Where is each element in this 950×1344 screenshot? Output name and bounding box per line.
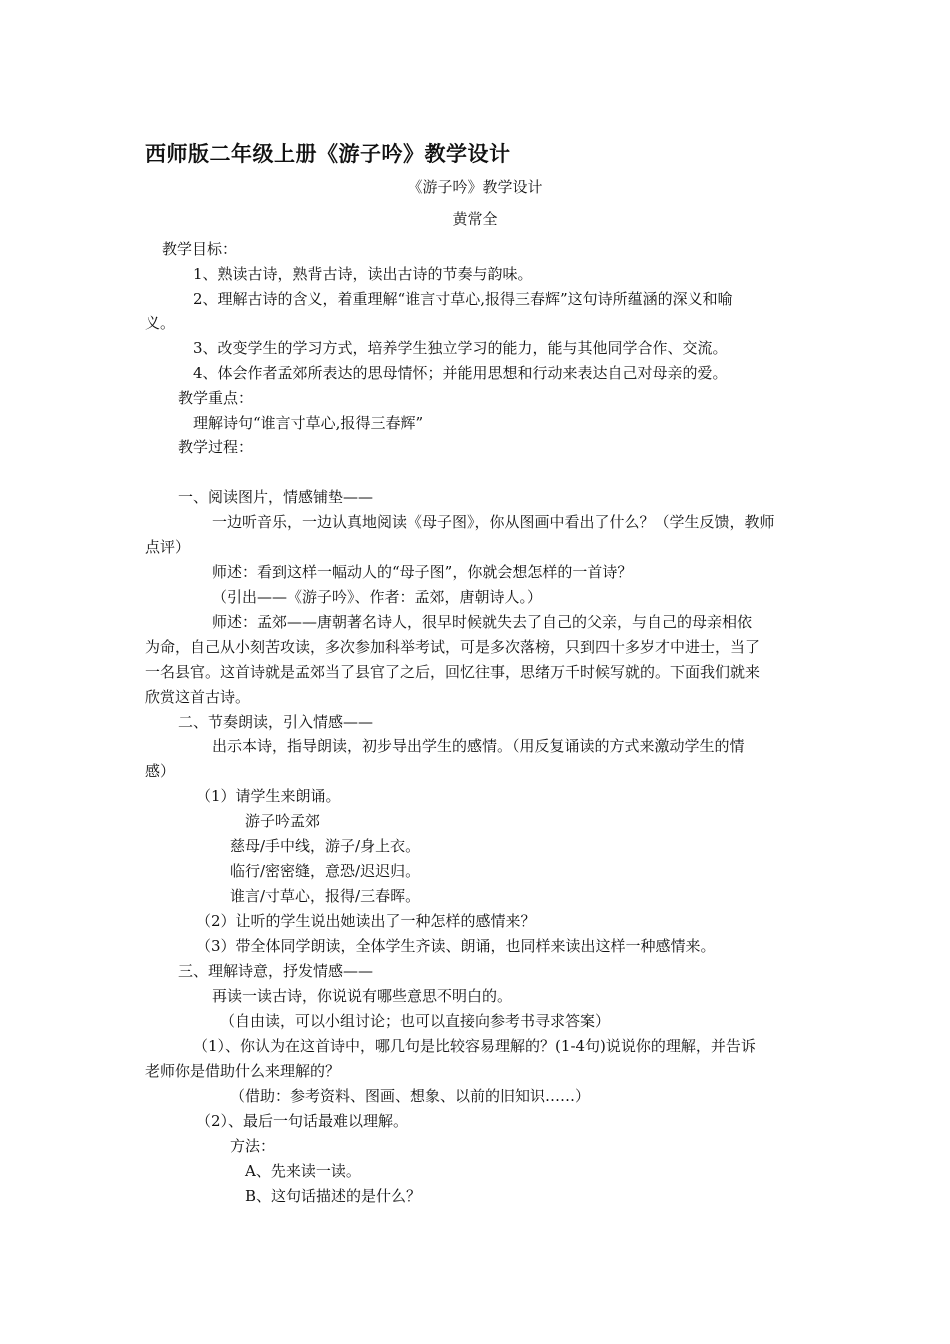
section-heading-process: 教学过程：	[178, 438, 254, 456]
paragraph-line: 老师你是借助什么来理解的？	[145, 1062, 341, 1080]
paragraph-line: B、这句话描述的是什么？	[245, 1187, 422, 1205]
paragraph-line: （1）请学生来朗诵。	[196, 787, 341, 805]
paragraph-line: 义。	[145, 314, 176, 332]
paragraph-line: 师述：看到这样一幅动人的“母子图”，你就会想怎样的一首诗？	[212, 563, 633, 581]
paragraph-line: 一边听音乐，一边认真地阅读《母子图》，你从图画中看出了什么？（学生反馈，教师	[212, 513, 775, 531]
paragraph-line: 欣赏这首古诗。	[145, 688, 251, 706]
paragraph-line: （引出——《游子吟》、作者：孟郊，唐朝诗人。）	[212, 588, 543, 606]
paragraph-line: 感）	[145, 762, 176, 780]
paragraph-line: （2）让听的学生说出她读出了一种怎样的感情来？	[196, 912, 536, 930]
paragraph-line: 再读一读古诗，你说说有哪些意思不明白的。	[212, 987, 513, 1005]
paragraph-line: 方法：	[230, 1137, 276, 1155]
paragraph-line: 3、改变学生的学习方式，培养学生独立学习的能力，能与其他同学合作、交流。	[193, 339, 728, 357]
paragraph-line: 为命，自己从小刻苦攻读，多次参加科举考试，可是多次落榜，只到四十多岁才中进士，当了	[145, 638, 761, 656]
poem-line: 谁言/寸草心，报得/三春晖。	[230, 887, 421, 905]
paragraph-line: （借助：参考资料、图画、想象、以前的旧知识……）	[230, 1087, 591, 1105]
paragraph-line: 理解诗句“谁言寸草心,报得三春辉”	[193, 414, 424, 432]
document-subtitle: 《游子吟》教学设计	[407, 178, 543, 196]
poem-line: 临行/密密缝，意恐/迟迟归。	[230, 862, 421, 880]
section-heading-1: 一、阅读图片，情感铺垫——	[178, 488, 374, 506]
document-title: 西师版二年级上册《游子吟》教学设计	[145, 142, 511, 166]
section-heading-focus: 教学重点：	[178, 389, 254, 407]
paragraph-line: 一名县官。这首诗就是孟郊当了县官了之后，回忆往事，思绪万千时候写就的。下面我们就来	[145, 663, 761, 681]
paragraph-line: 1、熟读古诗，熟背古诗，读出古诗的节奏与韵味。	[193, 265, 533, 283]
paragraph-line: 出示本诗，指导朗读，初步导出学生的感情。（用反复诵读的方式来激动学生的情	[212, 737, 745, 755]
section-heading-objectives: 教学目标：	[162, 240, 238, 258]
poem-line: 慈母/手中线，游子/身上衣。	[230, 837, 421, 855]
section-heading-2: 二、节奏朗读，引入情感——	[178, 713, 374, 731]
paragraph-line: 师述：孟郊——唐朝著名诗人，很早时候就失去了自己的父亲，与自己的母亲相依	[212, 613, 753, 631]
author-name: 黄常全	[452, 210, 498, 228]
paragraph-line: （3）带全体同学朗读，全体学生齐读、朗诵，也同样来读出这样一种感情来。	[196, 937, 716, 955]
paragraph-line: A、先来读一读。	[245, 1162, 361, 1180]
section-heading-3: 三、理解诗意，抒发情感——	[178, 962, 374, 980]
paragraph-line: 点评）	[145, 538, 191, 556]
poem-title: 游子吟孟郊	[245, 812, 321, 830]
paragraph-line: 4、体会作者孟郊所表达的思母情怀；并能用思想和行动来表达自己对母亲的爱。	[193, 364, 728, 382]
paragraph-line: 2、理解古诗的含义，着重理解“谁言寸草心,报得三春辉”这句诗所蕴涵的深义和喻	[193, 290, 733, 308]
paragraph-line: （1）、你认为在这首诗中，哪几句是比较容易理解的？(1-4句)说说你的理解，并告诉	[193, 1037, 756, 1055]
paragraph-line: （2）、最后一句话最难以理解。	[196, 1112, 409, 1130]
paragraph-line: （自由读，可以小组讨论；也可以直接向参考书寻求答案）	[220, 1012, 611, 1030]
